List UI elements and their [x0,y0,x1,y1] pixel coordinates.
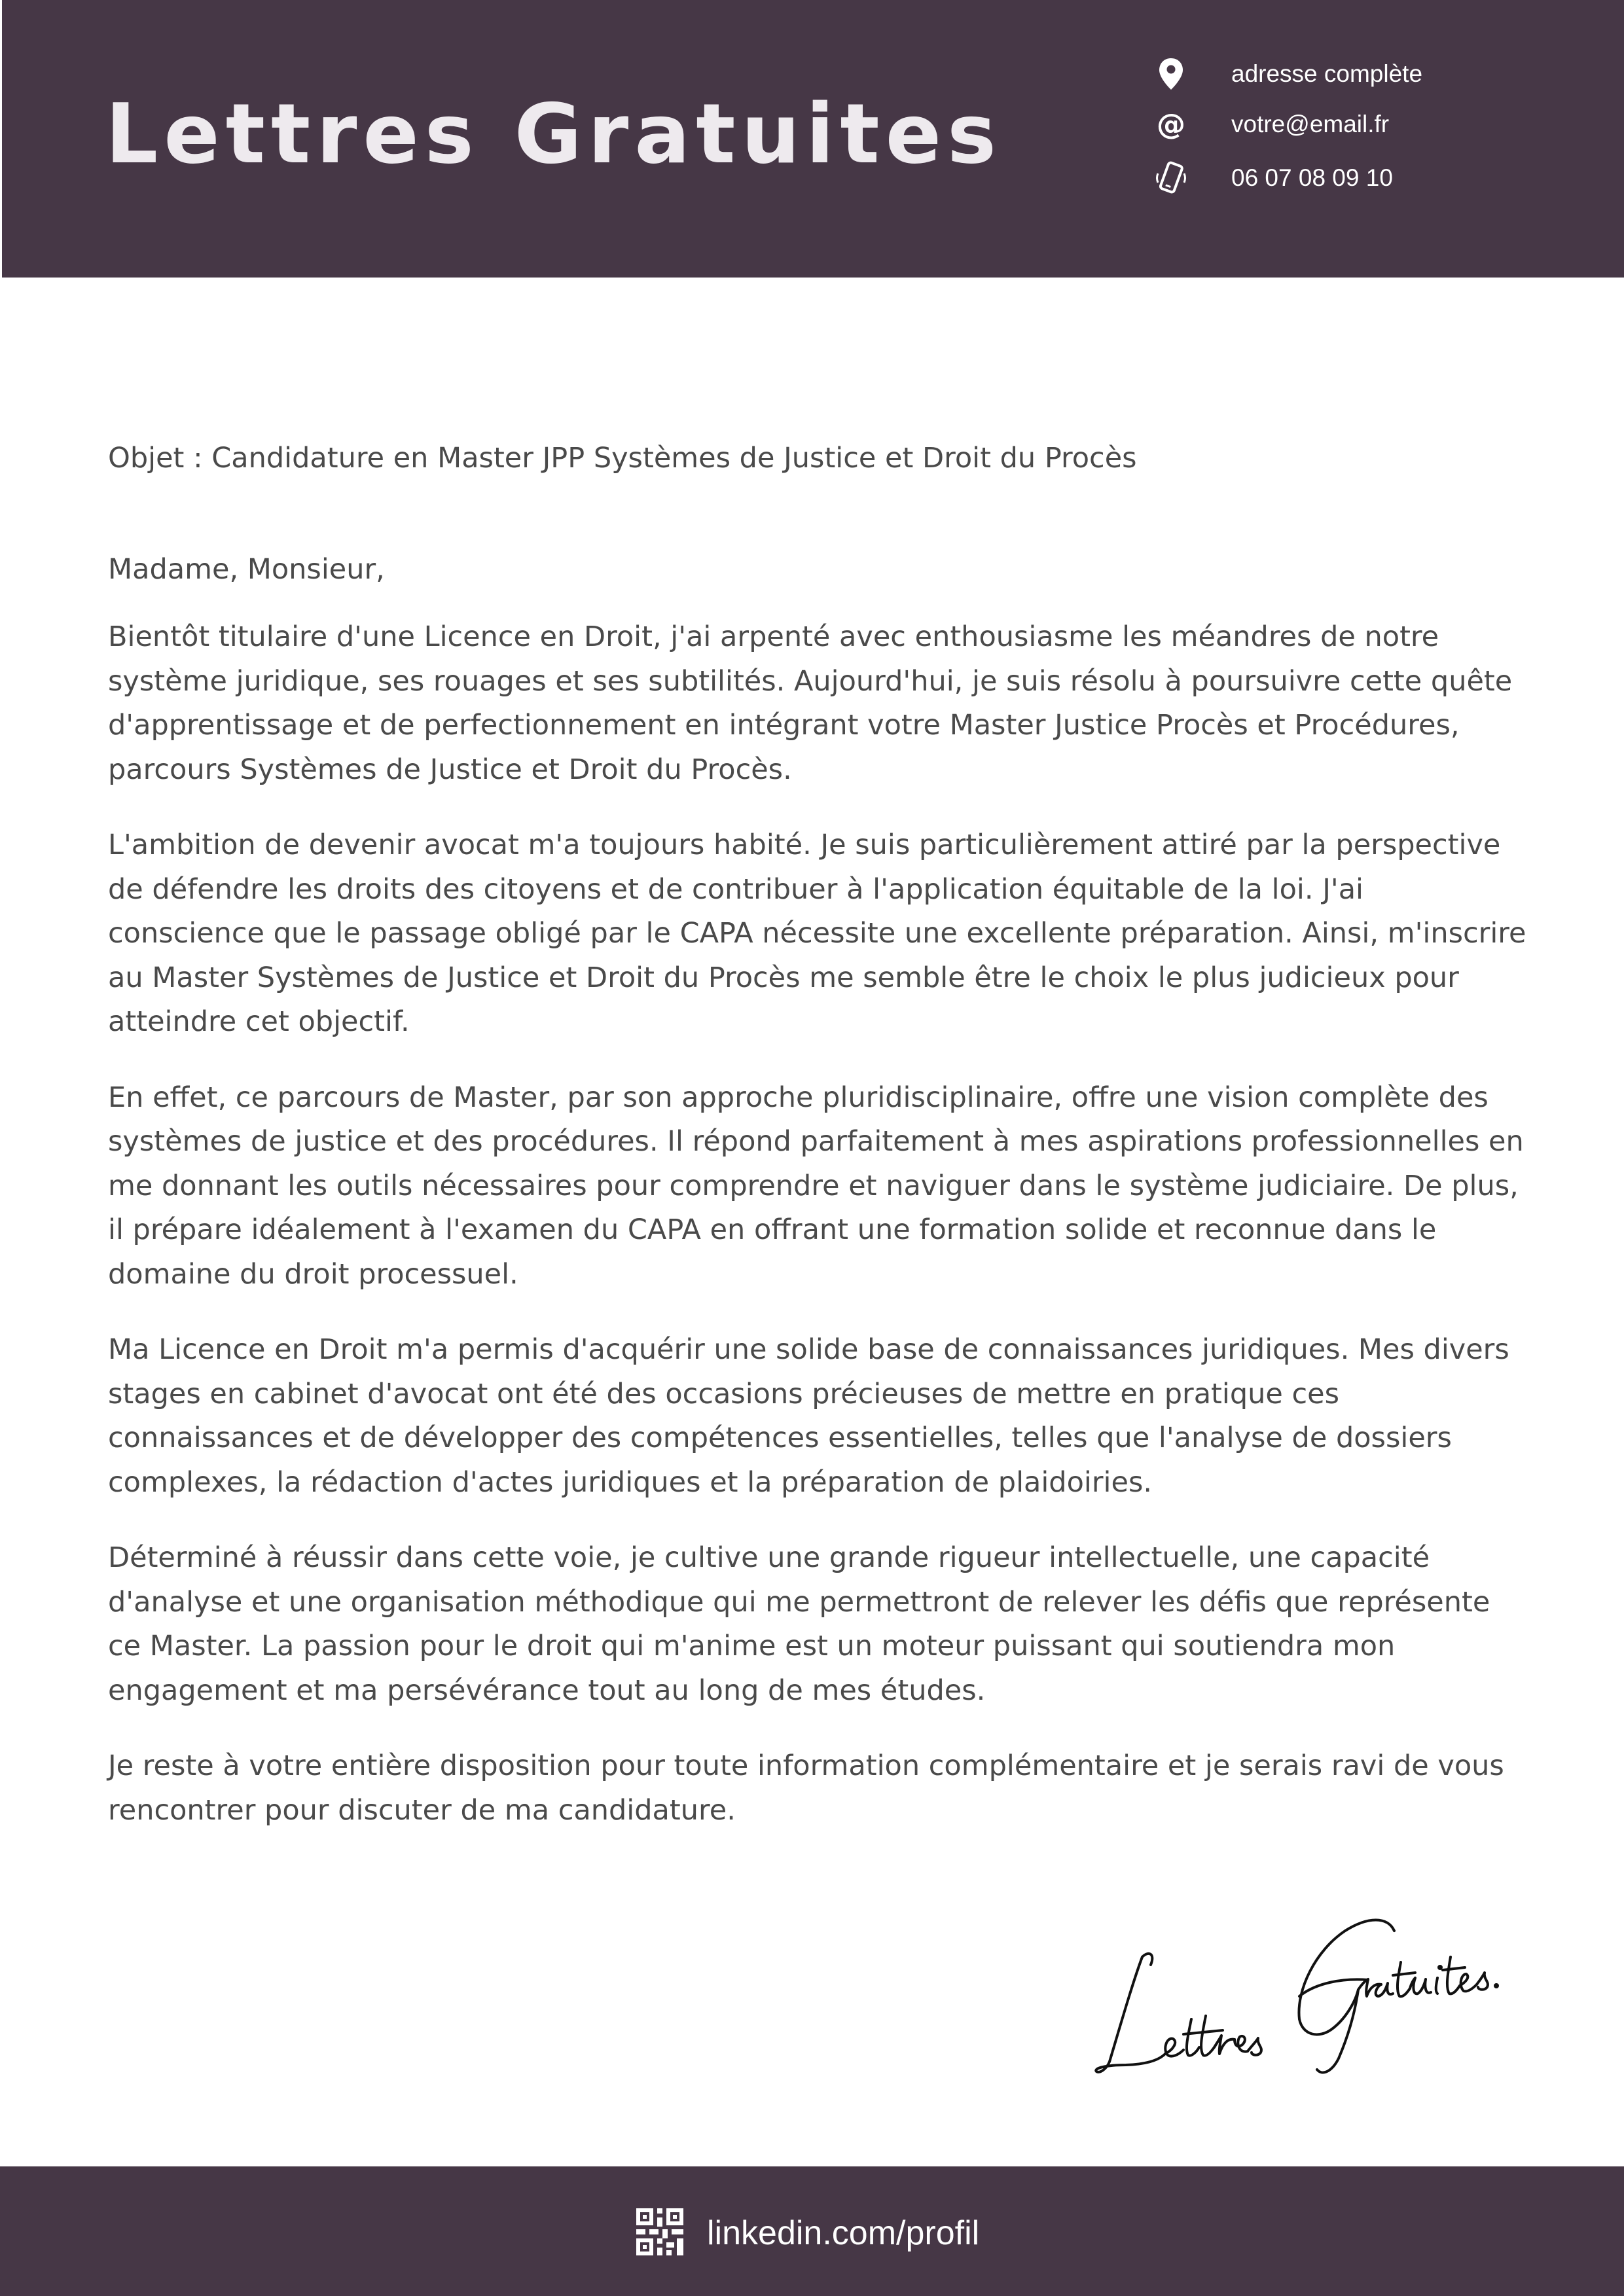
footer-band [0,2166,1624,2296]
letter-subject: Objet : Candidature en Master JPP Systèmes de Justice et Droit du Procès [108,442,1137,475]
footer-link-group[interactable] [636,2210,979,2257]
contact-email [1154,105,1389,144]
contact-address-text: adresse complète [1231,60,1423,87]
contact-address [1154,54,1422,94]
letter-paragraph: Déterminé à réussir dans cette voie, je cultive une grande rigueur intellectuelle, une capacité d'analyse et une organisation méthodique qui me permettront de relever les défis que représente ce Master. La passion pour le droit qui m'anime est un moteur puissant qui soutiendra mon engagement et ma persévérance tout au long de mes études. [108,1541,1490,1707]
header-band [2,0,1624,278]
letter-paragraph: L'ambition de devenir avocat m'a toujours habité. Je suis particulièrement attiré par la perspective de défendre les droits des citoyens et de contribuer à l'application équitable de la loi. J'ai conscience que le passage obligé par le CAPA nécessite une excellente préparation. Ainsi, m'inscrire au Master Systèmes de Justice et Droit du Procès me semble être le choix le plus judicieux pour atteindre cet objectif. [108,829,1526,1038]
letter-salutation: Madame, Monsieur, [108,553,385,586]
letter-paragraph: Ma Licence en Droit m'a permis d'acquérir une solide base de connaissances juridiques. Mes divers stages en cabinet d'avocat ont été des occasions précieuses de mettre en pratique ces connaissances et de développer des compétences essentielles, telles que l'analyse de dossiers complexes, la rédaction d'actes juridiques et la préparation de plaidoiries. [108,1333,1509,1499]
letter-paragraph: Bientôt titulaire d'une Licence en Droit, j'ai arpenté avec enthousiasme les méandres de notre système juridique, ses rouages et ses subtilités. Aujourd'hui, je suis résolu à poursuivre cette quête d'apprentissage et de perfectionnement en intégrant votre Master Justice Procès et Procédures, parcours Systèmes de Justice et Droit du Procès. [108,620,1513,786]
handwritten-signature [1080,1905,1506,2081]
letter-body [108,439,1528,1861]
letter-paragraph: Je reste à votre entière disposition pour toute information complémentaire et je serais ravi de vous rencontrer pour discuter de ma candidature. [108,1749,1504,1827]
phone-icon [1154,158,1188,198]
at-icon: @ [1157,107,1185,141]
contact-phone-text: 06 07 08 09 10 [1231,164,1393,191]
qr-code-icon [636,2208,683,2258]
brand-title: Lettres Gratuites [105,86,1003,182]
contact-phone [1154,158,1393,198]
contact-email-text[interactable]: votre@email.fr [1231,111,1390,137]
location-pin-icon [1154,54,1188,94]
linkedin-link[interactable]: linkedin.com/profil [707,2214,980,2252]
letter-paragraph: En effet, ce parcours de Master, par son approche pluridisciplinaire, offre une vision complète des systèmes de justice et des procédures. Il répond parfaitement à mes aspirations professionnelles en me donnant les outils nécessaires pour comprendre et naviguer dans le système judiciaire. De plus, il prépare idéalement à l'examen du CAPA en offrant une formation solide et reconnue dans le domaine du droit processuel. [108,1081,1524,1291]
